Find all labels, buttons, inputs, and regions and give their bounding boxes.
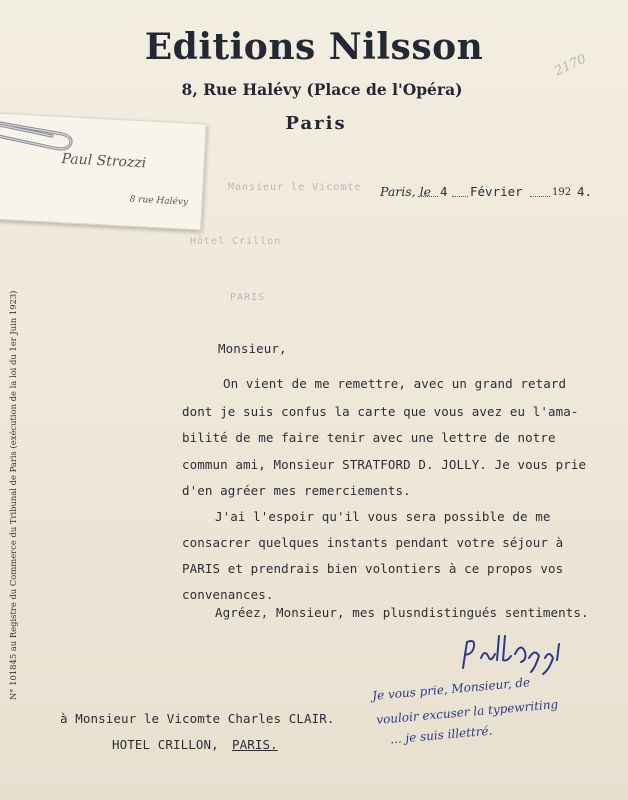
date-dots (452, 196, 468, 197)
date-dots (418, 196, 438, 197)
handwritten-note-line: ... je suis illettré. (389, 723, 493, 747)
letterhead-city: Paris (285, 113, 347, 134)
signature (455, 628, 575, 676)
letter-line: bilité de me faire tenir avec une lettre de notre (182, 430, 556, 445)
handwritten-note-line: Je vous prie, Monsieur, de (371, 675, 531, 703)
date-place: Paris, le (380, 184, 432, 199)
calling-card-name: Paul Strozzi (61, 151, 147, 172)
faint-typed-line: Hôtel Crillon (190, 236, 282, 247)
closing-line: Agréez, Monsieur, mes plusndistingués sentiments. (215, 605, 589, 620)
date-month: Février (470, 184, 523, 199)
recipient-line: à Monsieur le Vicomte Charles CLAIR. (60, 711, 335, 726)
recipient-line: PARIS. (232, 737, 278, 752)
recipient-line: HOTEL CRILLON, (112, 737, 219, 752)
date-year-prefix: 192 (552, 187, 572, 198)
letter-line: dont je suis confus la carte que vous avez eu l'ama- (182, 404, 579, 419)
letterhead-company: Editions Nilsson (144, 26, 484, 68)
date-year-digit: 4. (577, 184, 593, 199)
letter-line: commun ami, Monsieur STRATFORD D. JOLLY. Je vous prie (182, 457, 587, 472)
date-day: 4 (440, 184, 448, 199)
handwritten-note-line: vouloir excuser la typewriting (375, 697, 559, 727)
letter-line: consacrer quelques instants pendant votre séjour à (182, 535, 564, 550)
letter-line: J'ai l'espoir qu'il vous sera possible de me (215, 509, 551, 524)
letter-line: PARIS et prendrais bien volontiers à ce propos vos (182, 561, 564, 576)
letter-line: convenances. (182, 587, 274, 602)
date-dots (530, 196, 550, 197)
letterhead-address: 8, Rue Halévy (Place de l'Opéra) (181, 80, 463, 99)
letter-line: d'en agréer mes remerciements. (182, 483, 411, 498)
registry-notice: N° 101845 au Registre du Commerce du Tribunal de Paris (exécution de la loi du 1er Juin 1923) (8, 290, 18, 700)
calling-card-address: 8 rue Halévy (129, 194, 189, 208)
letter-line: On vient de me remettre, avec un grand retard (223, 376, 567, 391)
paper-clip-icon (0, 112, 80, 152)
pencil-note: 2170 (552, 51, 589, 80)
faint-typed-line: Monsieur le Vicomte (228, 182, 362, 193)
salutation: Monsieur, (218, 341, 287, 356)
faint-typed-line: PARIS (230, 292, 266, 303)
